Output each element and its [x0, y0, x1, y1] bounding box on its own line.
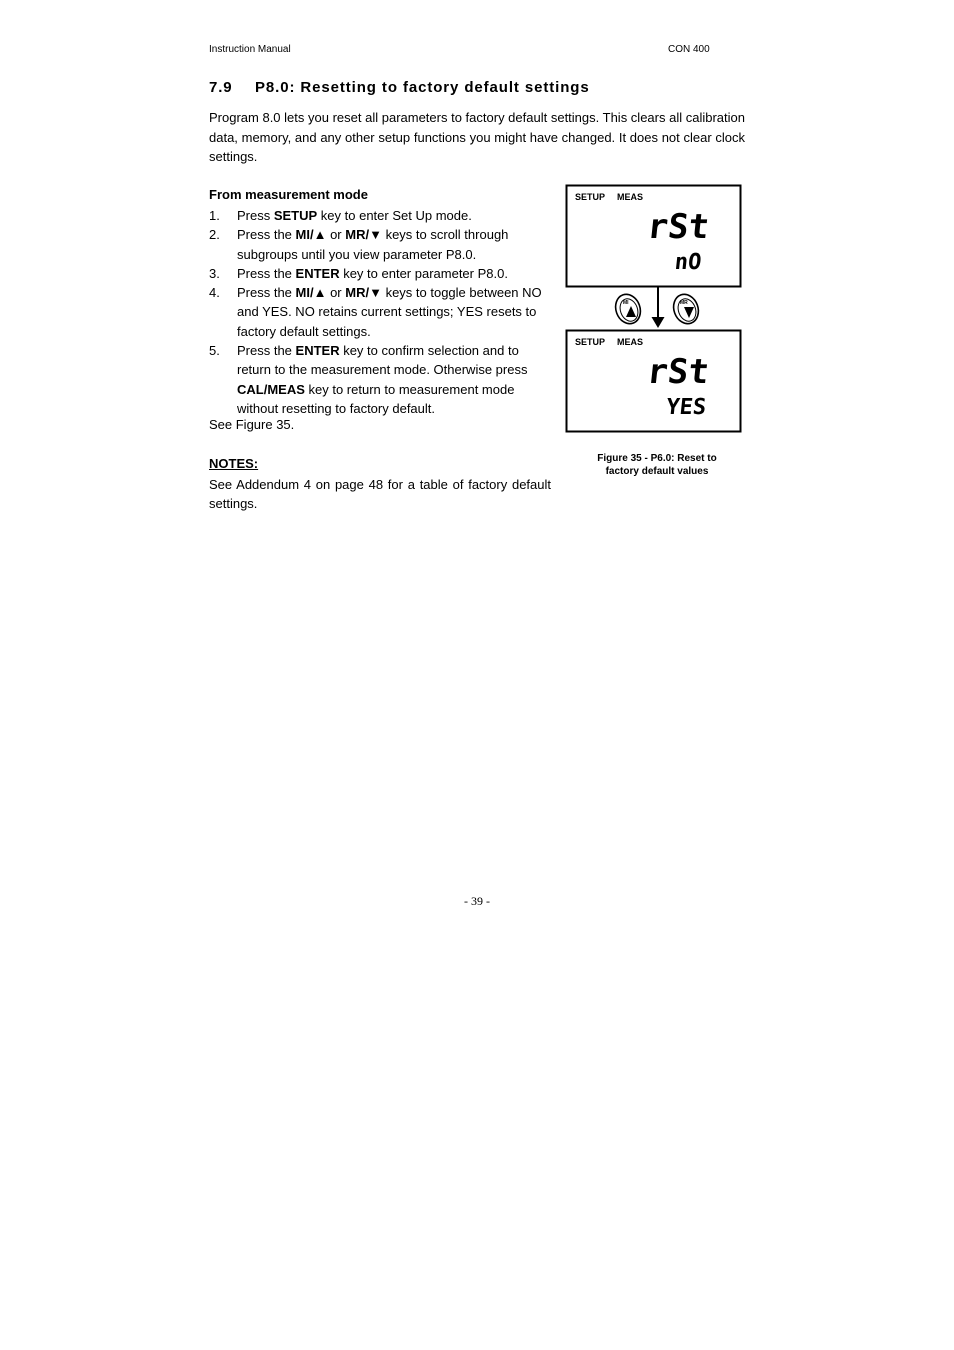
step-text: or: [326, 227, 346, 243]
step-number: 5.: [209, 343, 220, 359]
notes-heading: NOTES:: [209, 456, 259, 471]
step-key-name: SETUP: [273, 208, 318, 223]
section-heading-text: P8.0: Resetting to factory default settings: [255, 79, 590, 96]
step-text: key to confirm selection and to return to the measurement mode. Otherwise press: [237, 343, 528, 378]
section-number: 7.9: [209, 79, 233, 96]
step-key-name: MR/▼: [345, 285, 382, 301]
running-header-right: CON 400: [668, 44, 710, 55]
step-text: keys to toggle between NO and YES. NO retains current settings; YES resets to factory default settings.: [237, 285, 542, 339]
step-key-name: ENTER: [295, 343, 340, 359]
lcd-main-readout: rSt: [645, 207, 712, 247]
step-key-name: CAL/MEAS: [237, 381, 305, 397]
step-text: key to enter Set Up mode.: [317, 208, 472, 223]
notes-text: See Addendum 4 on page 48 for a table of factory default settings.: [209, 477, 551, 512]
step-text: Press the: [237, 285, 296, 301]
step-item: [209, 341, 554, 418]
mi-up-key: [612, 291, 645, 327]
step-text: or: [326, 285, 346, 301]
lcd-sub-readout: YES: [665, 395, 708, 420]
step-key-name: MI/▲: [295, 285, 327, 301]
step-item: [209, 264, 554, 283]
flow-arrow: [652, 287, 665, 328]
step-number: 4.: [209, 285, 220, 301]
running-header-left: Instruction Manual: [209, 44, 291, 55]
step-key-name: ENTER: [295, 265, 340, 281]
mr-key-label: MR: [680, 300, 688, 306]
section-title: [209, 79, 590, 96]
lcd-main-readout: rSt: [645, 352, 711, 392]
step-text: keys to scroll through subgroups until you view parameter P8.0.: [237, 227, 509, 262]
step-text: Press the: [237, 227, 296, 243]
step-text: Press: [237, 208, 274, 223]
lcd-display-bottom: [567, 331, 741, 432]
step-key-name: MI/▲: [295, 227, 327, 243]
figure-caption: [582, 452, 732, 478]
step-text: key to enter parameter P8.0.: [339, 265, 508, 281]
step-item: [209, 283, 554, 341]
figure-reference: See Figure 35.: [209, 417, 295, 432]
intro-paragraph: Program 8.0 lets you reset all parameters to factory default settings. This clears all calibration data, memory, and any other setup functions you might have changed. It does not clear clock settings.: [209, 110, 745, 164]
step-item: [209, 206, 554, 225]
step-text: Press the: [237, 265, 296, 281]
subheading-from-measurement-mode: From measurement mode: [209, 187, 368, 202]
lcd-label-setup: SETUP: [575, 337, 606, 347]
figure-35-diagram: [560, 180, 750, 440]
step-item: [209, 225, 554, 264]
step-number: 2.: [209, 227, 220, 243]
figure-caption-line-1: Figure 35 - P6.0: Reset to: [597, 453, 717, 464]
steps-list: [209, 206, 554, 418]
step-key-name: MR/▼: [345, 227, 382, 243]
lcd-label-meas: MEAS: [617, 337, 644, 347]
mi-key-label: MI: [623, 300, 629, 306]
step-number: 3.: [209, 265, 220, 281]
lcd-sub-readout: nO: [673, 250, 703, 275]
lcd-display-top: [567, 186, 741, 287]
page-number: - 39 -: [464, 894, 490, 908]
step-number: 1.: [209, 208, 220, 223]
step-text: Press the: [237, 343, 296, 359]
figure-caption-line-2: factory default values: [605, 466, 709, 477]
step-text: key to return to measurement mode without resetting to factory default.: [237, 381, 515, 416]
lcd-label-meas: MEAS: [617, 192, 644, 202]
mr-down-key: [670, 291, 703, 327]
lcd-label-setup: SETUP: [575, 192, 606, 202]
